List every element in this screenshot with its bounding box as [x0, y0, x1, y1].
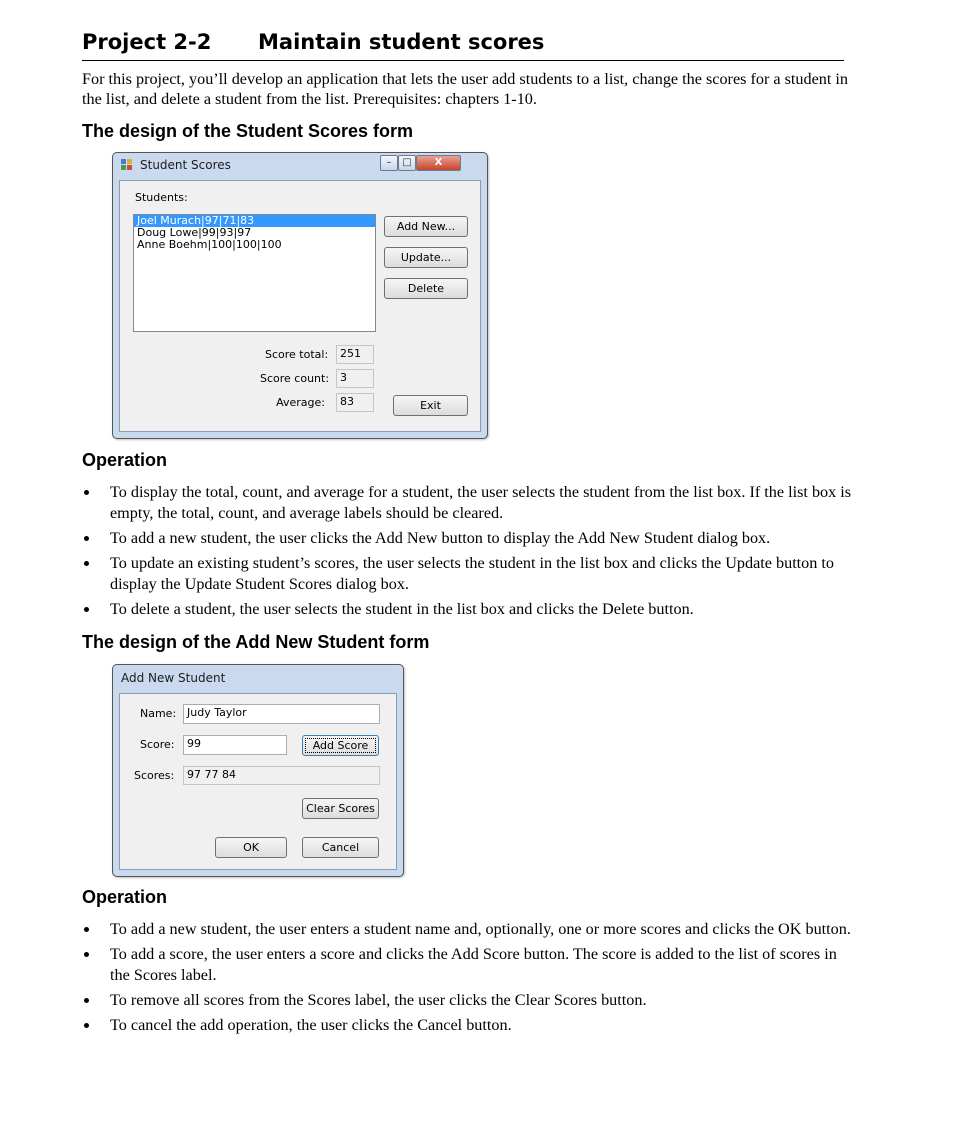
scores-value: 97 77 84: [183, 766, 380, 785]
average-label: Average:: [276, 396, 325, 409]
list-item: To add a new student, the user enters a student name and, optionally, one or more scores and clicks the OK button.: [82, 919, 852, 940]
close-icon[interactable]: X: [416, 155, 461, 171]
name-input[interactable]: Judy Taylor: [183, 704, 380, 724]
window-title: Student Scores: [140, 158, 231, 172]
score-count-label: Score count:: [260, 372, 330, 385]
score-label: Score:: [140, 738, 175, 751]
project-number: Project 2-2: [82, 30, 212, 54]
score-total-label: Score total:: [265, 348, 329, 361]
ok-button[interactable]: OK: [215, 837, 287, 858]
list-item: To delete a student, the user selects the student in the list box and clicks the Delete button.: [82, 599, 852, 620]
list-item: To remove all scores from the Scores label, the user clicks the Clear Scores button.: [82, 990, 852, 1011]
students-label: Students:: [135, 191, 188, 204]
list-item: To update an existing student’s scores, the user selects the student in the list box and clicks the Update button to display the Update Student Scores dialog box.: [82, 553, 852, 595]
section-title-add-form: The design of the Add New Student form: [82, 632, 430, 652]
scores-label: Scores:: [134, 769, 175, 782]
score-input[interactable]: 99: [183, 735, 287, 755]
window-title: Add New Student: [121, 671, 226, 685]
student-scores-window: [112, 152, 488, 439]
project-title: Maintain student scores: [258, 30, 545, 54]
exit-button[interactable]: Exit: [393, 395, 468, 416]
list-item: To cancel the add operation, the user clicks the Cancel button.: [82, 1015, 852, 1036]
cancel-button[interactable]: Cancel: [302, 837, 379, 858]
add-score-button[interactable]: Add Score: [302, 735, 379, 756]
clear-scores-button[interactable]: Clear Scores: [302, 798, 379, 819]
average-value: 83: [336, 393, 374, 412]
section-title-scores-form: The design of the Student Scores form: [82, 121, 414, 141]
update-button[interactable]: Update...: [384, 247, 468, 268]
score-count-value: 3: [336, 369, 374, 388]
maximize-icon[interactable]: □: [398, 155, 416, 171]
operation-list-1: [82, 482, 852, 624]
list-item[interactable]: Anne Boehm|100|100|100: [137, 238, 282, 251]
operation-list-2: [82, 919, 852, 1040]
list-item[interactable]: Joel Murach|97|71|83: [134, 215, 375, 227]
operation-title-2: Operation: [82, 887, 168, 907]
list-item[interactable]: Doug Lowe|99|93|97: [137, 226, 252, 239]
add-form-client: [119, 693, 397, 870]
minimize-icon[interactable]: –: [380, 155, 398, 171]
list-item: To add a new student, the user clicks the Add New button to display the Add New Student dialog box.: [82, 528, 852, 549]
scores-form-client: [119, 180, 481, 432]
students-listbox[interactable]: [133, 214, 376, 332]
add-new-button[interactable]: Add New...: [384, 216, 468, 237]
delete-button[interactable]: Delete: [384, 278, 468, 299]
list-item: To add a score, the user enters a score and clicks the Add Score button. The score is added to the list of scores in the Scores label.: [82, 944, 852, 986]
list-item: To display the total, count, and average for a student, the user selects the student from the list box. If the list box is empty, the total, count, and average labels should be cleared.: [82, 482, 852, 524]
form-app-icon: [121, 159, 133, 171]
intro-paragraph: For this project, you’ll develop an application that lets the user add students to a list, change the scores for a student in the list, and delete a student from the list. Prerequisites: chapters 1-10.: [82, 70, 849, 108]
project-heading: [82, 28, 844, 61]
add-new-student-window: [112, 664, 404, 877]
name-label: Name:: [140, 707, 177, 720]
score-total-value: 251: [336, 345, 374, 364]
operation-title-1: Operation: [82, 450, 168, 470]
